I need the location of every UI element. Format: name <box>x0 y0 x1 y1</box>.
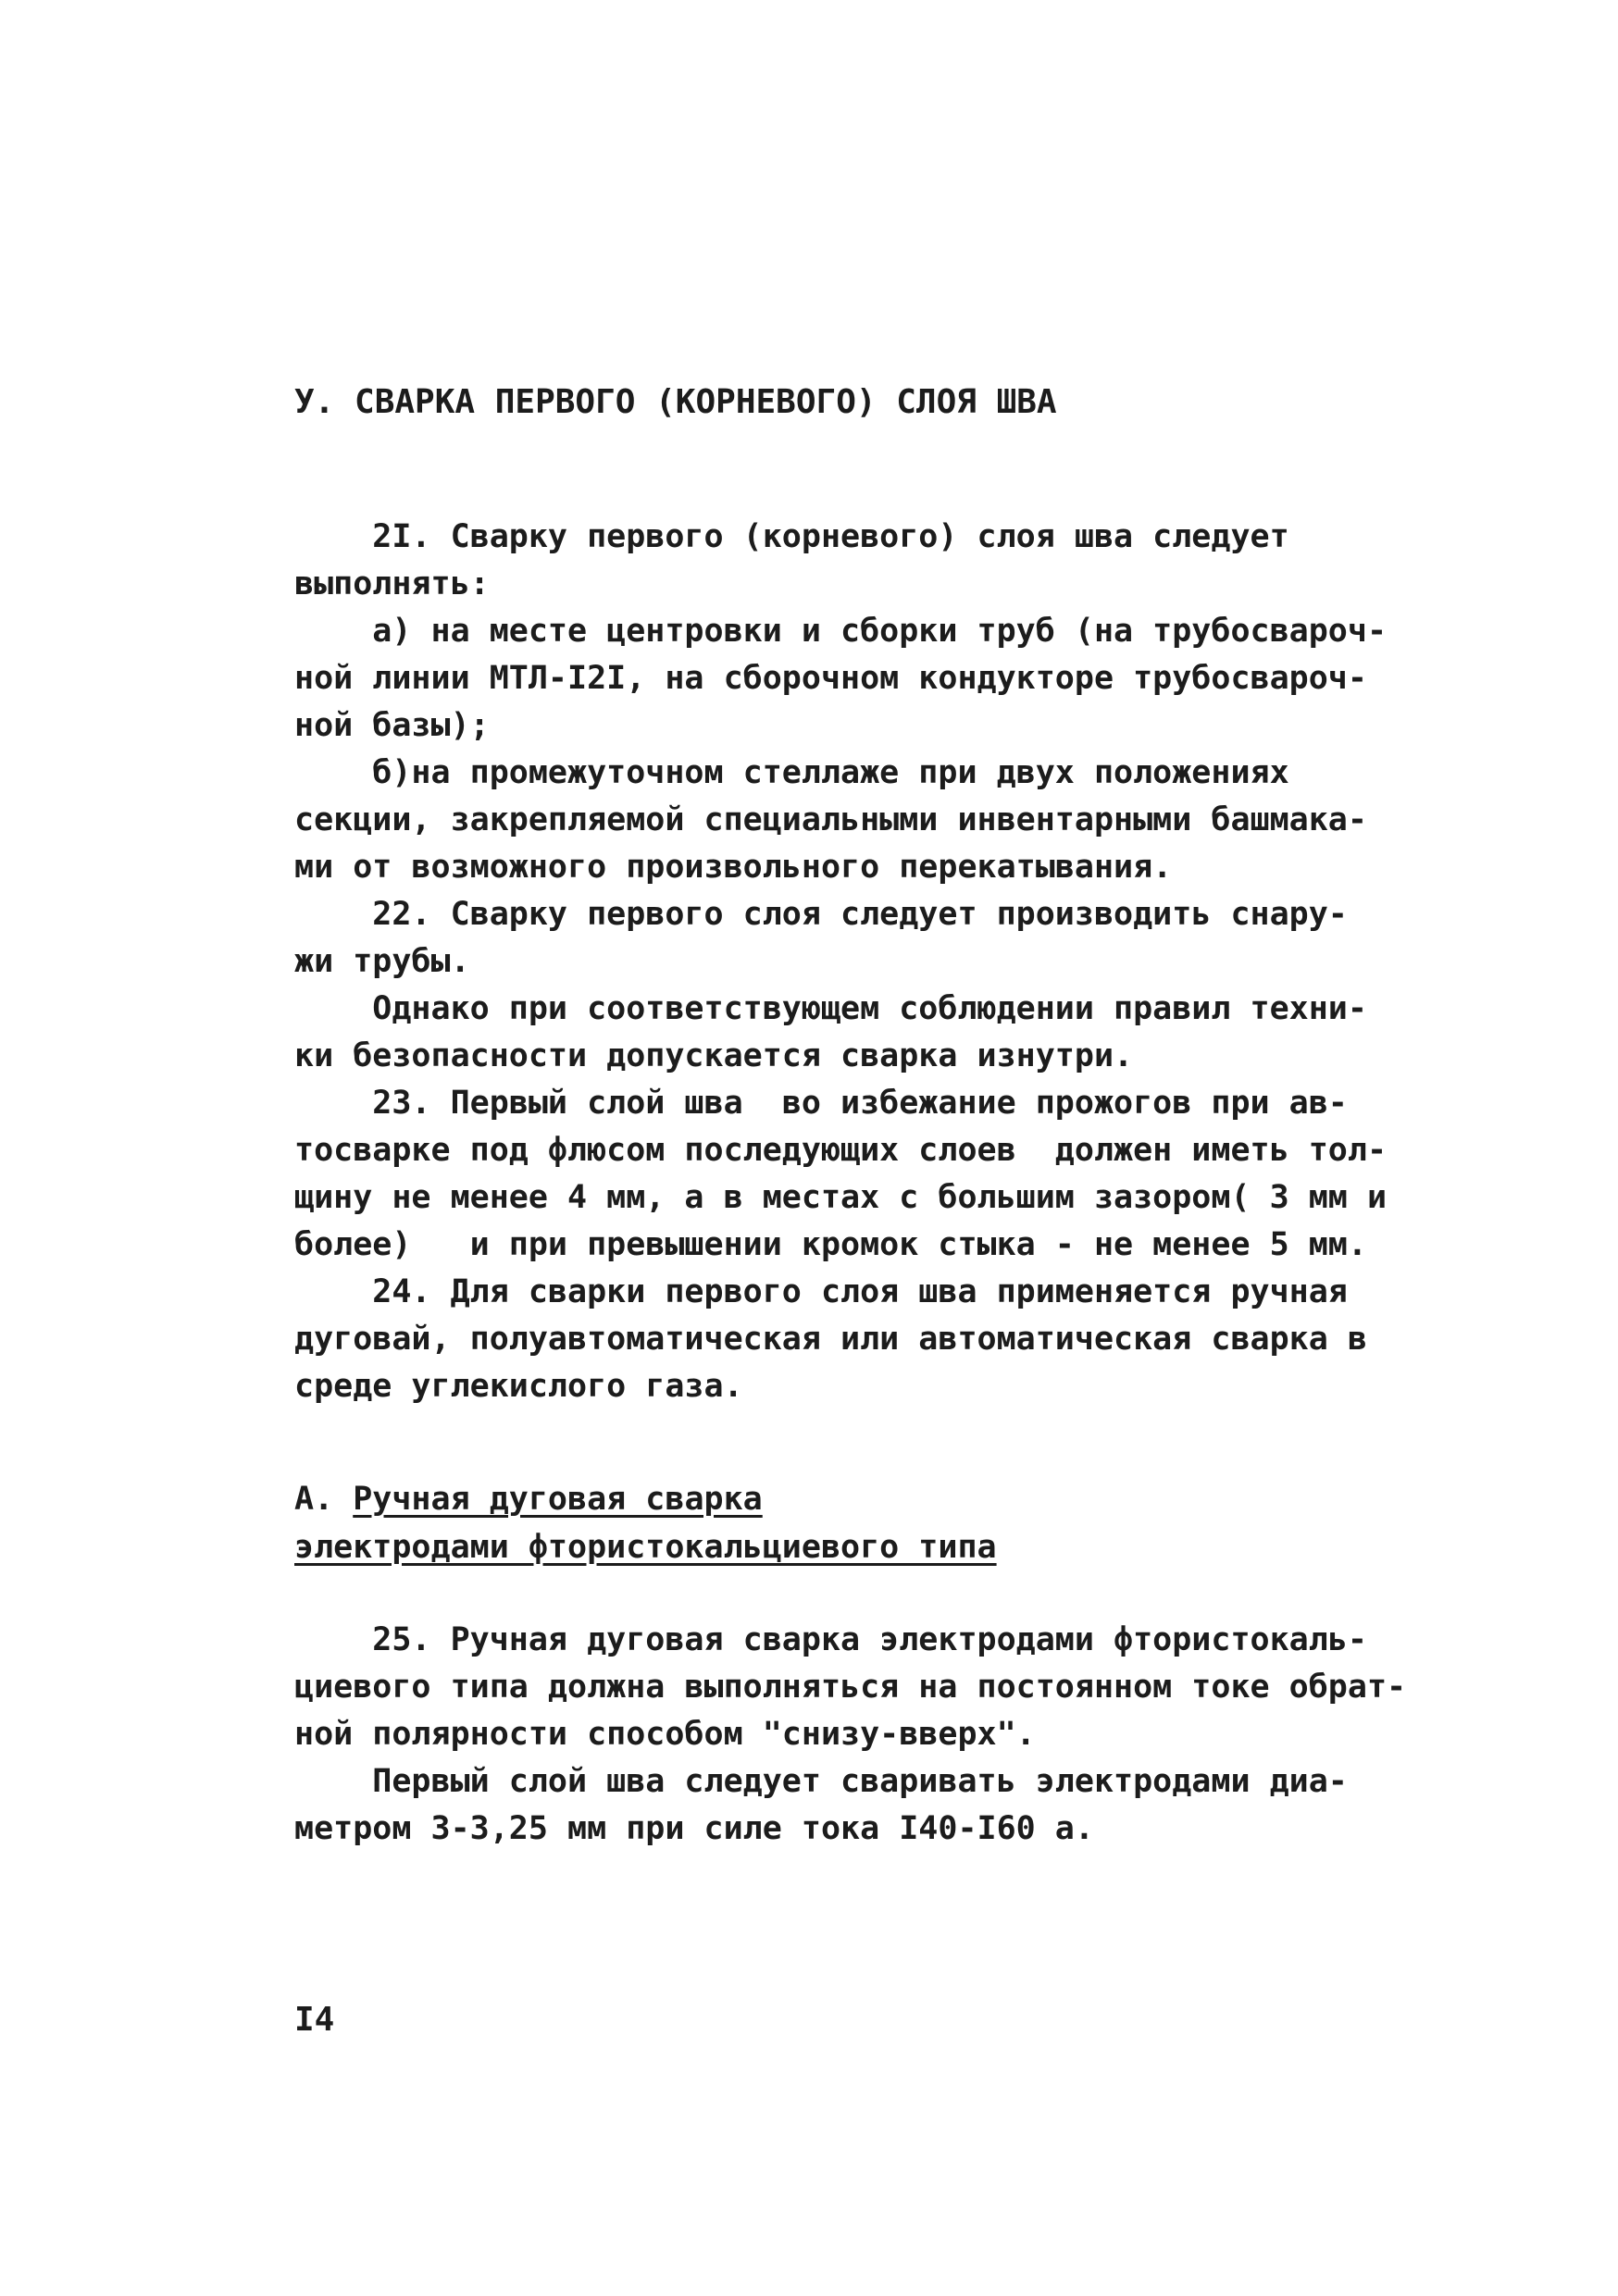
body-line: дуговай, полуавтоматическая или автоматическая сварка в <box>294 1321 1367 1358</box>
page-number: I4 <box>294 2001 335 2039</box>
subsection-title-line2: электродами фтористокальциевого типа <box>294 1529 997 1566</box>
body-line: 23. Первый слой шва во избежание прожогов при ав- <box>294 1085 1348 1122</box>
subsection-heading-line2 <box>294 1524 997 1570</box>
subsection-title-line1: Ручная дуговая сварка <box>353 1481 763 1518</box>
body-line: более) и при превышении кромок стыка - не менее 5 мм. <box>294 1226 1367 1263</box>
body-line: щину не менее 4 мм, а в местах с большим зазором( 3 мм и <box>294 1179 1388 1216</box>
body-line: циевого типа должна выполняться на постоянном токе обрат- <box>294 1669 1407 1706</box>
body-line: выполнять: <box>294 565 490 602</box>
body-line: ной полярности способом "снизу-вверх". <box>294 1716 1036 1753</box>
section-heading: У. СВАРКА ПЕРВОГО (КОРНЕВОГО) СЛОЯ ШВА <box>294 383 1057 421</box>
subsection-heading-line1 <box>294 1476 763 1522</box>
body-line: ной базы); <box>294 707 490 744</box>
body-line: жи трубы. <box>294 943 470 980</box>
body-line: тосварке под флюсом последующих слоев должен иметь тол- <box>294 1132 1388 1169</box>
body-line: 24. Для сварки первого слоя шва применяется ручная <box>294 1273 1348 1310</box>
body-line: 2I. Сварку первого (корневого) слоя шва следует <box>294 518 1289 555</box>
body-line: ной линии МТЛ-I2I, на сборочном кондукторе трубосвароч- <box>294 660 1367 697</box>
body-line: ки безопасности допускается сварка изнутри. <box>294 1037 1134 1074</box>
body-line: 25. Ручная дуговая сварка электродами фтористокаль- <box>294 1621 1367 1658</box>
body-line: метром 3-3,25 мм при силе тока I40-I60 а. <box>294 1810 1094 1847</box>
body-line: Однако при соответствующем соблюдении правил техни- <box>294 990 1367 1027</box>
body-line: 22. Сварку первого слоя следует производить снару- <box>294 896 1348 933</box>
body-line: ми от возможного произвольного перекатывания. <box>294 849 1173 886</box>
subsection-prefix: А. <box>294 1481 354 1518</box>
section-body <box>294 514 1387 1410</box>
body-line: Первый слой шва следует сваривать электродами диа- <box>294 1763 1348 1800</box>
body-line: а) на месте центровки и сборки труб (на трубосвароч- <box>294 613 1388 650</box>
body-line: б)на промежуточном стеллаже при двух положениях <box>294 754 1289 791</box>
subsection-body <box>294 1617 1407 1853</box>
body-line: секции, закрепляемой специальными инвентарными башмака- <box>294 801 1367 838</box>
body-line: среде углекислого газа. <box>294 1368 743 1405</box>
